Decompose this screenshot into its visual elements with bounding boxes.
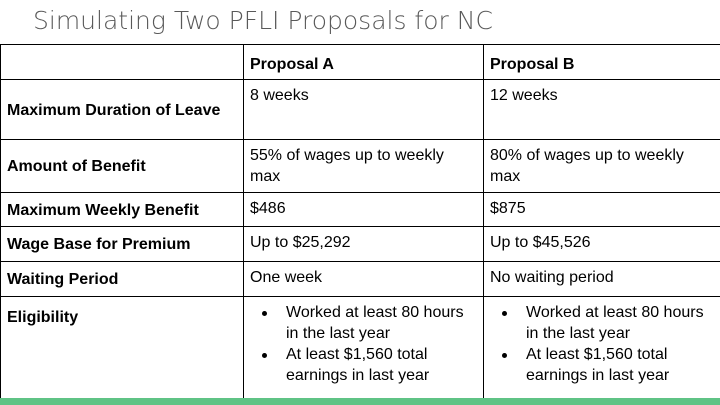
- footer-accent-bar: [0, 398, 720, 405]
- proposal-b-cell: 12 weeks: [484, 80, 720, 140]
- proposal-a-cell: 8 weeks: [244, 80, 484, 140]
- row-label: Wage Base for Premium: [1, 227, 244, 262]
- row-label: Eligibility: [1, 297, 244, 405]
- row-label: Maximum Duration of Leave: [1, 80, 244, 140]
- table-row: [1, 193, 720, 227]
- eligibility-list-b: [490, 302, 714, 386]
- proposal-a-cell: One week: [244, 262, 484, 297]
- list-item: At least $1,560 total earnings in last year: [526, 344, 714, 386]
- list-item: Worked at least 80 hours in the last year: [286, 302, 477, 344]
- list-item: At least $1,560 total earnings in last year: [286, 344, 477, 386]
- table-header-row: [1, 45, 720, 80]
- proposal-b-cell: $875: [484, 193, 720, 227]
- proposal-a-cell: 55% of wages up to weekly max: [244, 140, 484, 193]
- header-proposal-b: Proposal B: [484, 45, 720, 80]
- slide-title: Simulating Two PFLI Proposals for NC: [33, 6, 493, 35]
- row-label: Waiting Period: [1, 262, 244, 297]
- eligibility-list-a: [250, 302, 477, 386]
- proposal-a-cell: [244, 297, 484, 405]
- table-row: [1, 262, 720, 297]
- row-label: Amount of Benefit: [1, 140, 244, 193]
- proposal-b-cell: No waiting period: [484, 262, 720, 297]
- row-label: Maximum Weekly Benefit: [1, 193, 244, 227]
- header-cell-empty: [1, 45, 244, 80]
- comparison-table: [0, 44, 720, 405]
- table-row: [1, 80, 720, 140]
- proposal-b-cell: 80% of wages up to weekly max: [484, 140, 720, 193]
- proposal-a-cell: Up to $25,292: [244, 227, 484, 262]
- table-row-eligibility: [1, 297, 720, 405]
- proposal-b-cell: [484, 297, 720, 405]
- header-proposal-a: Proposal A: [244, 45, 484, 80]
- proposal-a-cell: $486: [244, 193, 484, 227]
- proposal-b-cell: Up to $45,526: [484, 227, 720, 262]
- table-row: [1, 227, 720, 262]
- list-item: Worked at least 80 hours in the last year: [526, 302, 714, 344]
- table-row: [1, 140, 720, 193]
